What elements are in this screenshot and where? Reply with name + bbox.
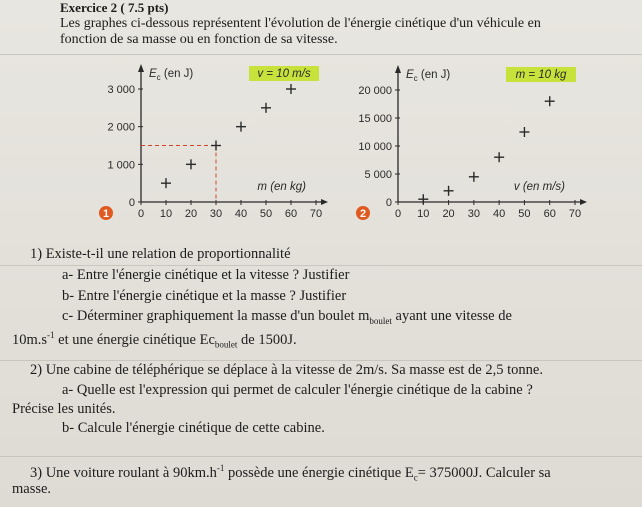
y-tick-label: 1 000 <box>107 159 135 172</box>
graph-number-text: 1 <box>102 208 110 220</box>
page-rule <box>0 456 642 457</box>
exercise-points: ( 7.5 pts) <box>120 0 169 15</box>
question-3: 3) Une voiture roulant à $90km.h^{-1}$ possède une énergie cinétique $E_c= 375000J$. Calculer sa <box>30 463 551 483</box>
x-axis-arrow <box>580 199 587 205</box>
y-tick-label: 3 000 <box>107 84 135 96</box>
chart-ec-vs-speed <box>330 52 592 232</box>
x-tick-label: 0 <box>137 208 145 220</box>
data-point-cross <box>519 127 529 137</box>
y-tick-label: 2 000 <box>107 121 135 134</box>
x-axis-arrow <box>321 199 328 205</box>
x-tick-label: 70 <box>309 208 323 220</box>
x-tick-label: 10 <box>159 208 173 220</box>
x-axis-label: v (en m/s) <box>513 181 565 193</box>
data-point-cross <box>261 103 271 113</box>
y-tick-label: 20 000 <box>358 85 392 97</box>
page-rule <box>0 360 642 361</box>
y-tick-label: 5 000 <box>364 169 392 181</box>
x-axis-label: m (en kg) <box>257 181 306 193</box>
x-tick-label: 30 <box>467 208 480 220</box>
y-tick-label: 0 <box>128 197 135 209</box>
data-point-cross <box>418 194 428 204</box>
y-axis-label: $E_c$ (en J) <box>149 68 194 82</box>
condition-label: v = 10 m/s <box>257 68 311 80</box>
x-tick-label: 70 <box>568 208 582 220</box>
data-point-cross <box>469 172 479 182</box>
y-tick-label: 15 000 <box>358 113 392 125</box>
data-point-cross <box>211 141 221 151</box>
question-1c: c- Déterminer graphiquement la masse d'un boulet $m_{boulet}$ ayant une vitesse de <box>62 308 512 326</box>
x-tick-label: 20 <box>184 208 198 220</box>
exercise-title: Exercice 2 <box>60 0 118 15</box>
data-point-cross <box>444 186 454 196</box>
question-2a: a- Quelle est l'expression qui permet de calculer l'énergie cinétique de la cabine ? <box>62 382 533 398</box>
y-axis-arrow <box>395 65 401 73</box>
x-tick-label: 20 <box>442 208 455 220</box>
x-tick-label: 40 <box>234 208 248 220</box>
x-tick-label: 60 <box>284 208 298 220</box>
x-tick-label: 50 <box>518 208 531 220</box>
graph-number-text: 2 <box>359 208 367 220</box>
question-3-continued: masse. <box>12 481 52 497</box>
question-1b: b- Entre l'énergie cinétique et la masse ? Justifier <box>62 288 347 304</box>
y-axis-arrow <box>138 64 144 72</box>
question-1: 1) Existe-t-il une relation de proportionnalité <box>30 246 291 262</box>
data-point-cross <box>186 159 196 169</box>
condition-label: m = 10 kg <box>515 69 567 81</box>
x-tick-label: 0 <box>394 208 402 220</box>
question-2b: b- Calcule l'énergie cinétique de cette cabine. <box>62 420 325 436</box>
y-axis-label: $E_c$ (en J) <box>406 69 451 83</box>
data-point-cross <box>236 122 246 132</box>
page-rule <box>0 265 642 266</box>
exercise-heading <box>60 0 168 16</box>
intro-line-2: fonction de sa masse ou en fonction de sa vitesse. <box>60 32 338 47</box>
data-point-cross <box>494 152 504 162</box>
data-point-cross <box>161 178 171 188</box>
intro-line-1: Les graphes ci-dessous représentent l'évolution de l'énergie cinétique d'un véhicule en <box>60 16 541 31</box>
y-tick-label: 10 000 <box>358 141 392 153</box>
x-tick-label: 50 <box>259 208 273 220</box>
data-point-cross <box>545 96 555 106</box>
x-tick-label: 60 <box>543 208 556 220</box>
question-1a: a- Entre l'énergie cinétique et la vitesse ? Justifier <box>62 267 350 283</box>
question-2a-units: Précise les unités. <box>12 401 116 417</box>
question-1c-continued: $10m.s^{-1}$ et une énergie cinétique $Ec_{boulet}$ de 1500J. <box>12 330 297 350</box>
chart-ec-vs-mass <box>70 52 332 232</box>
question-2: 2) Une cabine de téléphérique se déplace à la vitesse de 2m/s. Sa masse est de 2,5 tonne. <box>30 362 543 378</box>
y-tick-label: 0 <box>385 197 392 209</box>
data-point-cross <box>286 84 296 94</box>
x-tick-label: 30 <box>209 208 223 220</box>
x-tick-label: 40 <box>493 208 506 220</box>
x-tick-label: 10 <box>417 208 430 220</box>
